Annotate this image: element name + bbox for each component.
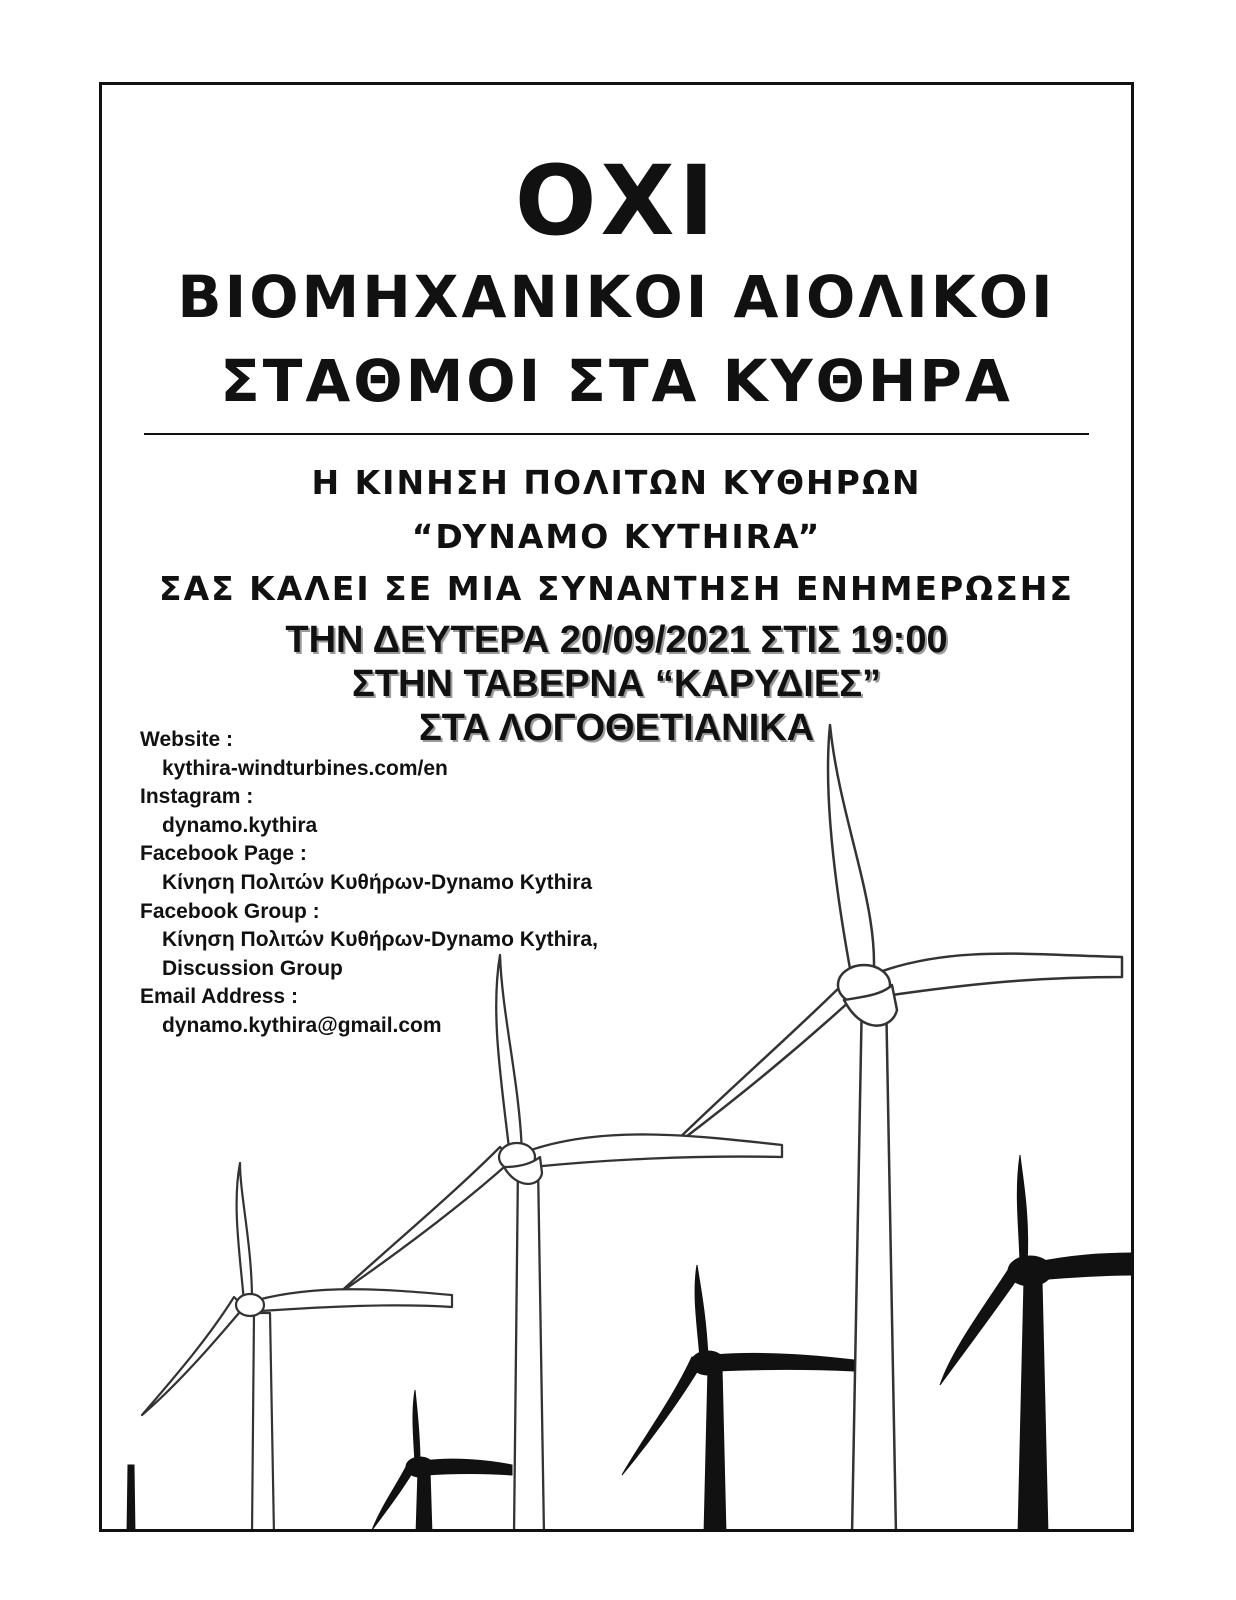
headline-stations-kythira: ΣΤΑΘΜΟΙ ΣΤΑ ΚΥΘΗΡΑ [220, 347, 1013, 415]
instagram-label: Instagram : [140, 785, 254, 809]
email-label: Email Address : [140, 985, 298, 1009]
turbine-large-outline [662, 725, 1122, 1532]
facebook-group-name-cont[interactable]: Discussion Group [162, 956, 343, 980]
turbine-black-mid [622, 1265, 854, 1532]
turbine-black-edge [127, 1465, 135, 1532]
instagram-handle[interactable]: dynamo.kythira [162, 813, 318, 837]
event-place: ΣΤΑ ΛΟΓΟΘΕΤΙΑΝΙΚΑ [418, 707, 815, 749]
website-label: Website : [140, 728, 233, 751]
website-link[interactable]: kythira-windturbines.com/en [162, 756, 448, 780]
event-venue: ΣΤΗΝ ΤΑΒΕΡΝΑ “ΚΑΡΥΔΙΕΣ” [351, 663, 881, 705]
facebook-page-label: Facebook Page : [140, 842, 307, 866]
email-address[interactable]: dynamo.kythira@gmail.com [162, 1013, 442, 1037]
divider [144, 433, 1089, 435]
event-date-time: ΤΗΝ ΔΕΥΤΕΡΑ 20/09/2021 ΣΤΙΣ 19:00 [285, 619, 948, 661]
facebook-group-name[interactable]: Κίνηση Πολιτών Κυθήρων-Dynamo Kythira, [162, 928, 598, 952]
turbine-black-small [372, 1390, 512, 1532]
invitation-line-1: Η ΚΙΝΗΣΗ ΠΟΛΙΤΩΝ ΚΥΘΗΡΩΝ [311, 463, 922, 502]
headline-industrial-wind: ΒΙΟΜΗΧΑΝΙΚΟΙ ΑΙΟΛΙΚΟΙ [177, 263, 1056, 331]
poster [99, 82, 1134, 1532]
invitation-line-3: ΣΑΣ ΚΑΛΕΙ ΣΕ ΜΙΑ ΣΥΝΑΝΤΗΣΗ ΕΝΗΜΕΡΩΣΗΣ [159, 569, 1074, 608]
contact-list [140, 726, 700, 1041]
invitation-line-2: “DYNAMO KYTHIRA” [411, 517, 822, 556]
facebook-group-label: Facebook Group : [140, 899, 320, 923]
turbine-black-right [940, 1155, 1134, 1532]
headline-no: ΟΧΙ [514, 145, 719, 257]
facebook-page-name[interactable]: Κίνηση Πολιτών Κυθήρων-Dynamo Kythira [162, 870, 593, 894]
